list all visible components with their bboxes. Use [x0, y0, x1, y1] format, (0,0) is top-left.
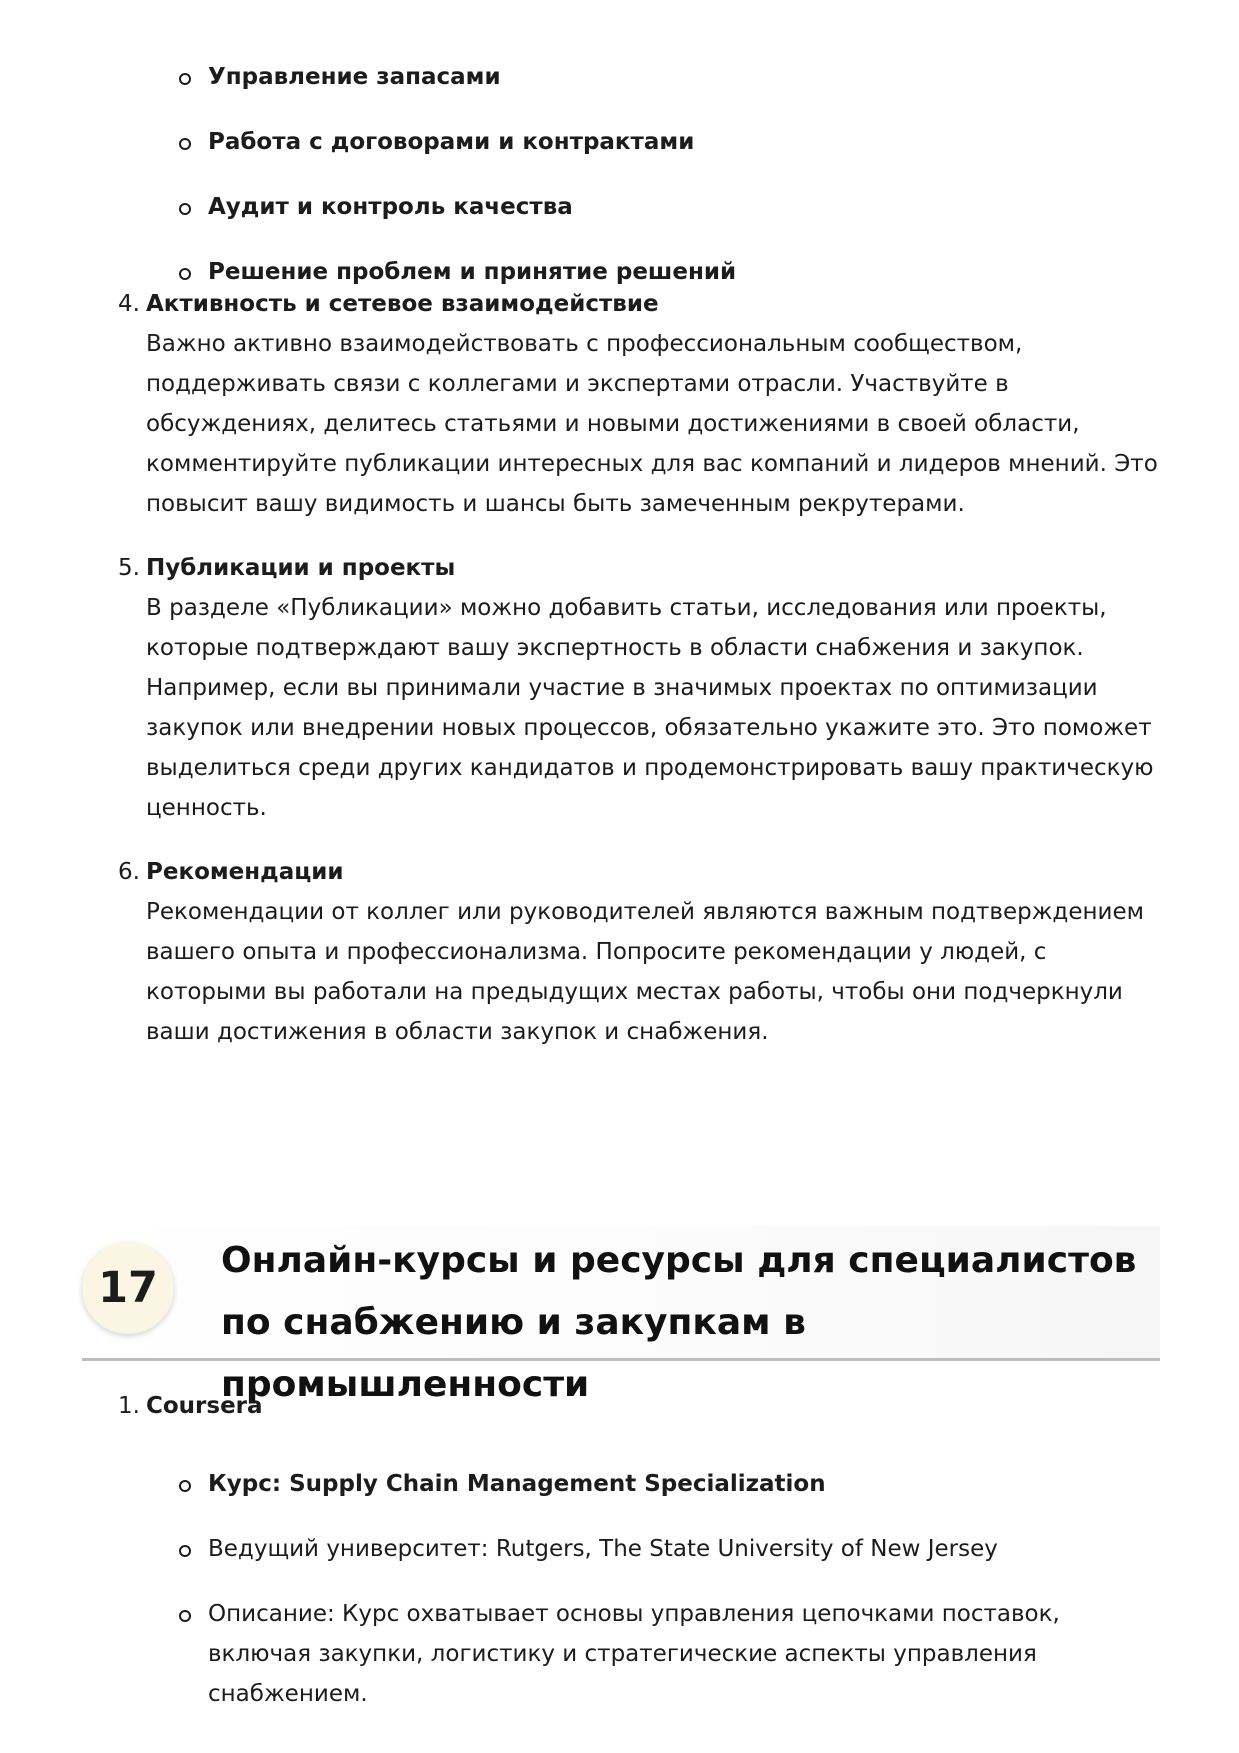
- item-body: В разделе «Публикации» можно добавить статьи, исследования или проекты, которые подтверждают вашу экспертность в области снабжения и закупок. Например, если вы принимали участие в значимых проектах по оптимизации закупок или внедрении новых процессов, обязательно укажите это. Это поможет выделиться среди других кандидатов и продемонстрировать вашу практическую ценность.: [146, 595, 1154, 821]
- item-body: Рекомендации от коллег или руководителей являются важным подтверждением вашего опыта и профессионализма. Попросите рекомендации у людей, с которыми вы работали на предыдущих местах работы, чтобы они подчеркнули ваши достижения в области закупок и снабжения.: [146, 899, 1144, 1045]
- numbered-list: [0, 284, 1239, 1076]
- list-item: Управление запасами: [177, 57, 1157, 97]
- numbered-item-coursera: [0, 1386, 1239, 1426]
- item-title: Рекомендации: [146, 859, 344, 885]
- list-item: Решение проблем и принятие решений: [177, 252, 1157, 292]
- item-title: Активность и сетевое взаимодействие: [146, 291, 659, 317]
- item-number: 5.: [118, 555, 140, 581]
- list-item: Аудит и контроль качества: [177, 187, 1157, 227]
- courses-list: [0, 1386, 1239, 1450]
- list-item: Описание: Курс охватывает основы управления цепочками поставок, включая закупки, логистику и стратегические аспекты управления снабжением.: [177, 1594, 1137, 1714]
- item-number: 4.: [118, 291, 140, 317]
- numbered-item-publications: [0, 548, 1239, 828]
- numbered-item-recommendations: [0, 852, 1239, 1052]
- course-details-list: [177, 1464, 1137, 1739]
- item-number: 1.: [118, 1393, 140, 1419]
- section-header: [82, 1226, 1160, 1405]
- list-item: Работа с договорами и контрактами: [177, 122, 1157, 162]
- section-number-badge: 17: [82, 1242, 174, 1334]
- top-sub-list: [177, 57, 1157, 317]
- numbered-item-activity: [0, 284, 1239, 524]
- item-body: Важно активно взаимодействовать с профессиональным сообществом, поддерживать связи с коллегами и экспертами отрасли. Участвуйте в обсуждениях, делитесь статьями и новыми достижениями в своей области, комментируйте публикации интересных для вас компаний и лидеров мнений. Это повысит вашу видимость и шансы быть замеченным рекрутерами.: [146, 331, 1158, 517]
- list-item: Ведущий университет: Rutgers, The State University of New Jersey: [177, 1529, 1137, 1569]
- item-title: Публикации и проекты: [146, 555, 456, 581]
- section-title: Онлайн-курсы и ресурсы для специалистов по снабжению и закупкам в промышленности: [221, 1240, 1137, 1405]
- item-title: Coursera: [146, 1393, 263, 1419]
- list-item: Курс: Supply Chain Management Specialization: [177, 1464, 1137, 1504]
- item-number: 6.: [118, 859, 140, 885]
